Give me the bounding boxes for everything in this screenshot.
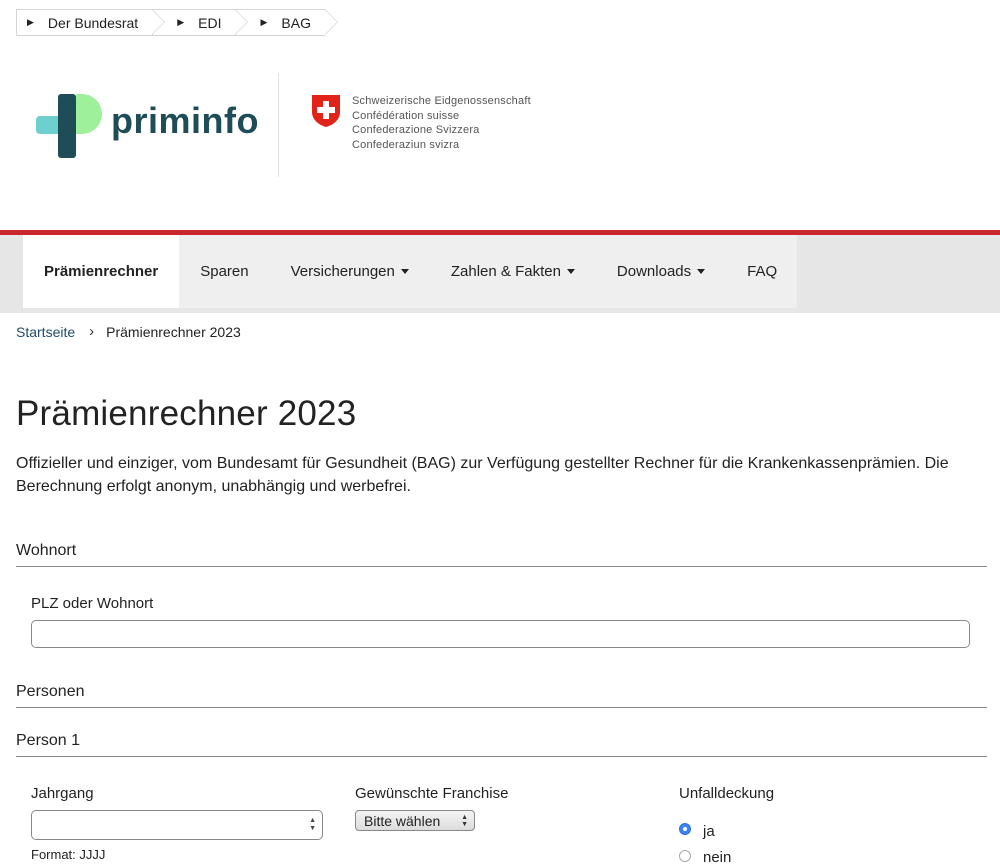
stepper-icon[interactable]: ▲ ▼ [309,817,316,832]
plz-input[interactable] [31,620,970,648]
unfall-option-ja-label: ja [703,823,715,840]
caret-down-icon [697,269,705,274]
jahrgang-input[interactable] [31,810,323,840]
main-nav [0,230,1000,313]
top-crumb-bar [0,0,1000,40]
nav-versicherungen[interactable]: Versicherungen [270,235,430,308]
page-title: Prämienrechner 2023 [16,394,357,433]
crumb-edi[interactable]: ▶ EDI [152,9,235,36]
unfall-radio-ja[interactable] [679,823,691,835]
chevron-right-icon: › [89,323,95,340]
crumb-bundesrat[interactable]: ▶ Der Bundesrat [16,9,152,36]
nav-zahlen-fakten[interactable]: Zahlen & Fakten [430,235,596,308]
nav-downloads[interactable]: Downloads [596,235,726,308]
triangle-right-icon: ▶ [260,17,268,27]
select-arrows-icon: ▲ ▼ [461,814,468,828]
priminfo-logo-mark [36,94,102,158]
triangle-right-icon: ▶ [177,17,185,27]
federal-text: Schweizerische Eidgenossenschaft Confédération suisse Confederazione Svizzera Confederaziun svizra [352,95,531,151]
plz-label: PLZ oder Wohnort [31,595,154,612]
section-person-1: Person 1 [16,732,987,757]
breadcrumb-home-link[interactable]: Startseite [16,323,76,340]
breadcrumb-current: Prämienrechner 2023 [106,323,241,340]
unfall-label: Unfalldeckung [679,785,775,802]
crumb-bag[interactable]: ▶ BAG [235,9,325,36]
nav-sparen[interactable]: Sparen [200,263,249,280]
unfall-radio-nein[interactable] [679,850,691,862]
priminfo-wordmark: priminfo [111,100,259,141]
triangle-right-icon: ▶ [27,17,34,27]
swiss-cross-icon [311,94,341,128]
caret-down-icon [401,269,409,274]
header-divider [278,73,279,177]
nav-faq[interactable]: FAQ [747,263,778,280]
page-intro: Offizieller und einziger, vom Bundesamt für Gesundheit (BAG) zur Verfügung gestellter Rechner für die Krankenkassenprämien. Die Berechnung erfolgt anonym, unabhängig und werbefrei. [16,455,949,495]
franchise-select[interactable]: Bitte wählen ▲ ▼ [355,810,475,831]
jahrgang-label: Jahrgang [31,785,94,802]
nav-praemienrechner[interactable]: Prämienrechner [23,235,179,308]
franchise-label: Gewünschte Franchise [355,785,509,802]
caret-down-icon [567,269,575,274]
jahrgang-hint: Format: JJJJ [31,847,106,862]
section-wohnort: Wohnort [16,542,987,567]
section-personen: Personen [16,683,987,708]
breadcrumb [16,323,241,340]
unfall-option-nein-label: nein [703,849,732,866]
